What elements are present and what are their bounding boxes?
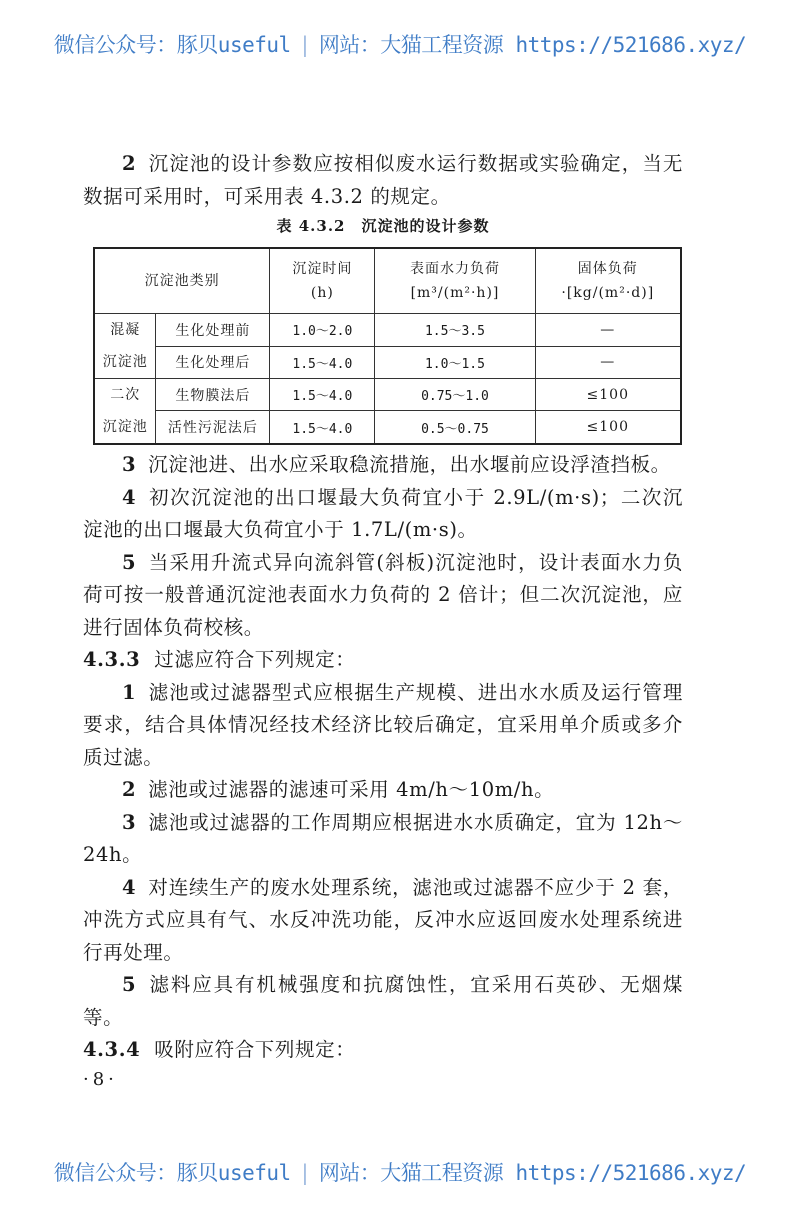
table-row: [94, 411, 681, 444]
table-title: 沉淀池的设计参数: [361, 217, 490, 235]
item-number: 5: [122, 973, 137, 996]
group-name: [94, 379, 156, 445]
clause-4-paragraph: [83, 482, 683, 547]
cell-time: 1.0～2.0: [270, 314, 375, 347]
clause-number: 3: [122, 453, 137, 476]
cell-time: 1.5～4.0: [270, 379, 375, 411]
clause-text: 初次沉淀池的出口堰最大负荷宜小于 2.9L/(m·s)；二次沉淀池的出口堰最大负荷宜小于 1.7L/(m·s)。: [83, 485, 683, 541]
header-time: [270, 248, 375, 314]
section-4-3-3-heading: [83, 644, 683, 677]
settling-tank-parameters-table: [93, 247, 682, 445]
filter-item-4: [83, 872, 683, 970]
table-header-row: [94, 248, 681, 314]
table-caption: [83, 213, 683, 239]
watermark-website: 网站：大猫工程资源 https://521686.xyz/: [318, 33, 747, 57]
section-number: 4.3.4: [83, 1038, 141, 1061]
watermark-wechat: 微信公众号：豚贝useful: [53, 1161, 291, 1185]
clause-5-paragraph: [83, 547, 683, 645]
header-solid-load: [535, 248, 681, 314]
cell-type: 活性污泥法后: [156, 411, 270, 444]
page-number: ·8·: [83, 1068, 118, 1090]
filter-item-5: [83, 969, 683, 1034]
cell-solid: ≤100: [535, 411, 681, 444]
watermark-wechat: 微信公众号：豚贝useful: [53, 33, 291, 57]
item-text: 滤池或过滤器的滤速可采用 4m/h～10m/h。: [148, 778, 555, 801]
cell-time: 1.5～4.0: [270, 411, 375, 444]
group-name-line1: 二次: [110, 387, 141, 403]
item-number: 4: [122, 875, 137, 899]
cell-type: 生物膜法后: [156, 379, 270, 411]
header-surface-label: 表面水力负荷: [409, 261, 500, 277]
table-row: [94, 346, 681, 379]
item-text: 滤池或过滤器的工作周期应根据进水水质确定，宜为 12h～24h。: [83, 810, 683, 866]
document-body: [83, 148, 683, 243]
filter-item-2: [83, 774, 683, 807]
clause-text: 沉淀池的设计参数应按相似废水运行数据或实验确定，当无数据可采用时，可采用表 4.3.2 的规定。: [83, 152, 683, 208]
clause-3-paragraph: [83, 449, 683, 482]
item-number: 2: [122, 778, 137, 801]
clause-number: 5: [122, 550, 137, 574]
cell-solid: —: [535, 314, 681, 347]
item-text: 滤池或过滤器型式应根据生产规模、进出水水质及运行管理要求，结合具体情况经技术经济比较后确定，宜采用单介质或多介质过滤。: [83, 680, 683, 769]
clause-number: 2: [122, 152, 137, 175]
clause-number: 4: [122, 485, 137, 509]
filter-item-1: [83, 677, 683, 775]
clause-text: 当采用升流式异向流斜管(斜板)沉淀池时，设计表面水力负荷可按一般普通沉淀池表面水力负荷的 2 倍计；但二次沉淀池，应进行固体负荷校核。: [83, 550, 683, 639]
section-number: 4.3.3: [83, 648, 141, 671]
watermark-separator: |: [298, 1161, 311, 1185]
cell-solid: —: [535, 346, 681, 379]
section-title: 吸附应符合下列规定：: [154, 1038, 356, 1061]
cell-solid: ≤100: [535, 379, 681, 411]
filter-item-3: [83, 807, 683, 872]
document-body-continued: [83, 449, 683, 1090]
group-name-line2: 沉淀池: [102, 419, 148, 435]
item-number: 1: [122, 680, 137, 704]
cell-type: 生化处理前: [156, 314, 270, 347]
group-name-line2: 沉淀池: [102, 354, 148, 370]
watermark-website: 网站：大猫工程资源 https://521686.xyz/: [318, 1161, 747, 1185]
header-category: 沉淀池类别: [94, 248, 270, 314]
table-number: 表 4.3.2: [276, 217, 346, 235]
clause-2-paragraph: [83, 148, 683, 213]
watermark-footer: [0, 1157, 800, 1187]
section-4-3-4-heading: [83, 1034, 683, 1067]
group-name-line1: 混凝: [110, 322, 141, 338]
header-time-label: 沉淀时间: [292, 261, 353, 277]
clause-text: 沉淀池进、出水应采取稳流措施，出水堰前应设浮渣挡板。: [148, 453, 671, 476]
cell-surface: 1.5～3.5: [375, 314, 535, 347]
item-text: 滤料应具有机械强度和抗腐蚀性，宜采用石英砂、无烟煤等。: [83, 973, 683, 1029]
cell-surface: 0.75～1.0: [375, 379, 535, 411]
header-time-unit: (h): [310, 285, 334, 301]
header-surface-load: [375, 248, 535, 314]
header-solid-label: 固体负荷: [577, 261, 638, 277]
section-title: 过滤应符合下列规定：: [154, 648, 356, 671]
table-row: [94, 314, 681, 347]
group-name: [94, 314, 156, 379]
cell-type: 生化处理后: [156, 346, 270, 379]
cell-surface: 1.0～1.5: [375, 346, 535, 379]
header-surface-unit: [m³/(m²·h)]: [410, 285, 500, 301]
header-solid-unit: ·[kg/(m²·d)]: [561, 285, 655, 301]
item-number: 3: [122, 810, 137, 834]
watermark-header: [0, 29, 800, 59]
watermark-separator: |: [298, 33, 311, 57]
cell-time: 1.5～4.0: [270, 346, 375, 379]
table-row: [94, 379, 681, 411]
cell-surface: 0.5～0.75: [375, 411, 535, 444]
item-text: 对连续生产的废水处理系统，滤池或过滤器不应少于 2 套，冲洗方式应具有气、水反冲洗功能，反冲水应返回废水处理系统进行再处理。: [83, 875, 683, 964]
